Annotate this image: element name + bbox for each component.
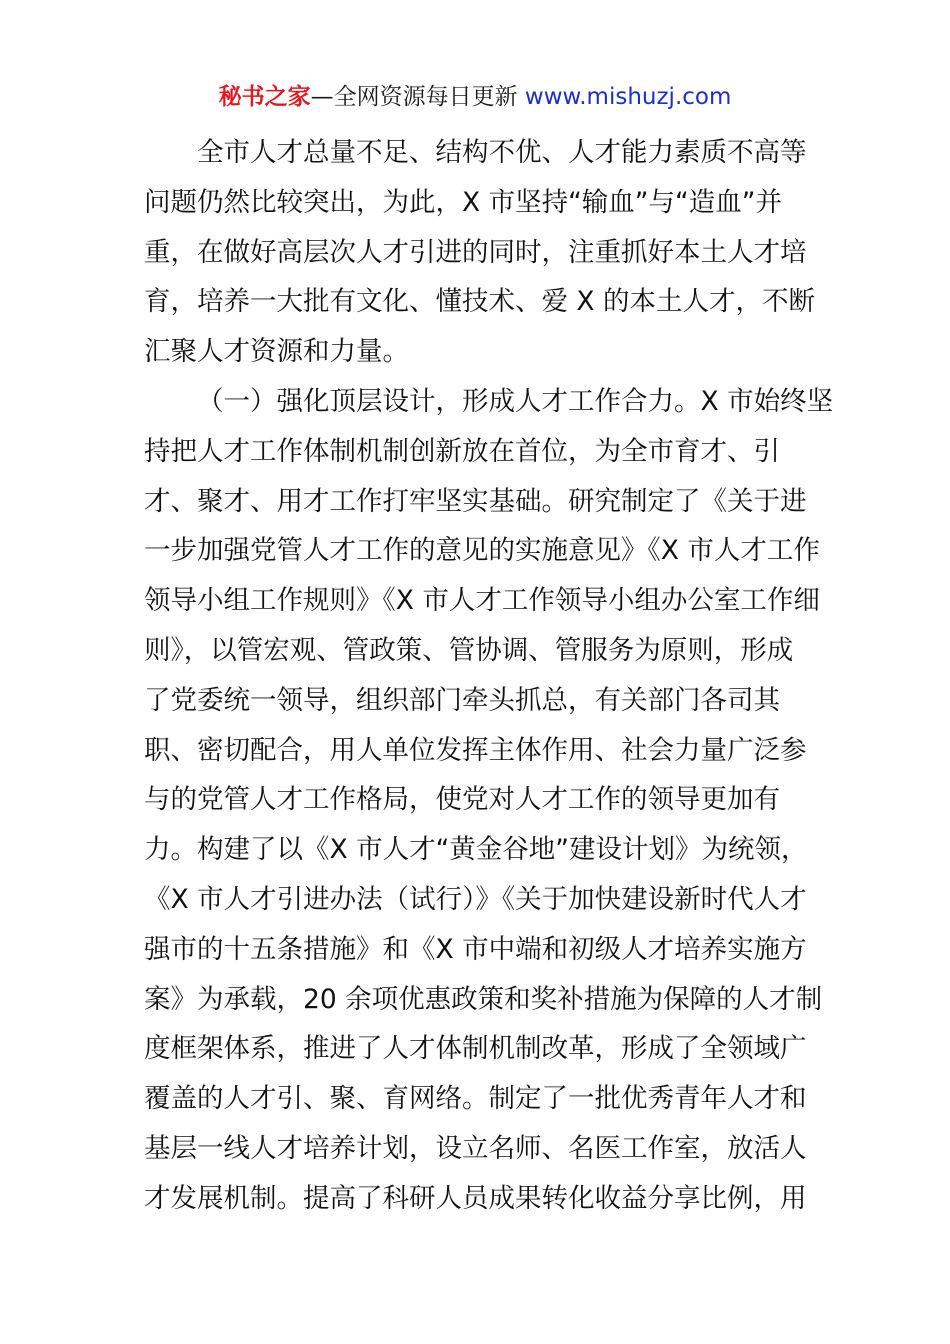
text-line: （一）强化顶层设计，形成人才工作合力。X 市始终坚 [197, 385, 834, 417]
text-line: 领导小组工作规则》《X 市人才工作领导小组办公室工作细 [144, 585, 820, 617]
header-brand: 秘书之家 [218, 84, 311, 110]
text-line: 全市人才总量不足、结构不优、人才能力素质不高等 [197, 137, 807, 168]
text-line: 了党委统一领导，组织部门牵头抓总，有关部门各司其 [144, 684, 780, 716]
text-line: 强市的十五条措施》和《X 市中端和初级人才培养实施方 [144, 933, 807, 965]
text-line: 问题仍然比较突出，为此，X 市坚持“输血”与“造血”并 [144, 186, 782, 218]
text-line: 才、聚才、用才工作打牢坚实基础。研究制定了《关于进 [144, 485, 807, 517]
header-slogan: —全网资源每日更新 [310, 84, 518, 110]
text-line: 《X 市人才引进办法（试行）》《关于加快建设新时代人才 [144, 883, 807, 915]
text-line: 则》，以管宏观、管政策、管协调、管服务为原则，形成 [144, 634, 794, 666]
text-line: 案》为承载，20 余项优惠政策和奖补措施为保障的人才制 [144, 983, 823, 1015]
document-body [144, 128, 834, 1224]
text-line: 度框架体系，推进了人才体制机制改革，形成了全领域广 [144, 1033, 807, 1065]
text-line: 汇聚人才资源和力量。 [144, 336, 409, 368]
text-line: 与的党管人才工作格局，使党对人才工作的领导更加有 [144, 784, 780, 816]
header-url-link[interactable]: www.mishuzj.com [524, 84, 732, 110]
text-line: 覆盖的人才引、聚、育网络。制定了一批优秀青年人才和 [144, 1083, 807, 1115]
text-line: 职、密切配合，用人单位发挥主体作用、社会力量广泛参 [144, 734, 807, 766]
text-line: 力。构建了以《X 市人才“黄金谷地”建设计划》为统领， [144, 834, 808, 866]
text-line: 基层一线人才培养计划，设立名师、名医工作室，放活人 [144, 1132, 807, 1164]
page-header [0, 82, 950, 112]
text-line: 一步加强党管人才工作的意见的实施意见》《X 市人才工作 [144, 535, 820, 567]
text-line: 育，培养一大批有文化、懂技术、爱 X 的本土人才，不断 [144, 286, 816, 318]
text-line: 才发展机制。提高了科研人员成果转化收益分享比例，用 [144, 1182, 807, 1214]
text-line: 重，在做好高层次人才引进的同时，注重抓好本土人才培 [144, 236, 807, 268]
text-line: 持把人才工作体制机制创新放在首位，为全市育才、引 [144, 435, 780, 467]
